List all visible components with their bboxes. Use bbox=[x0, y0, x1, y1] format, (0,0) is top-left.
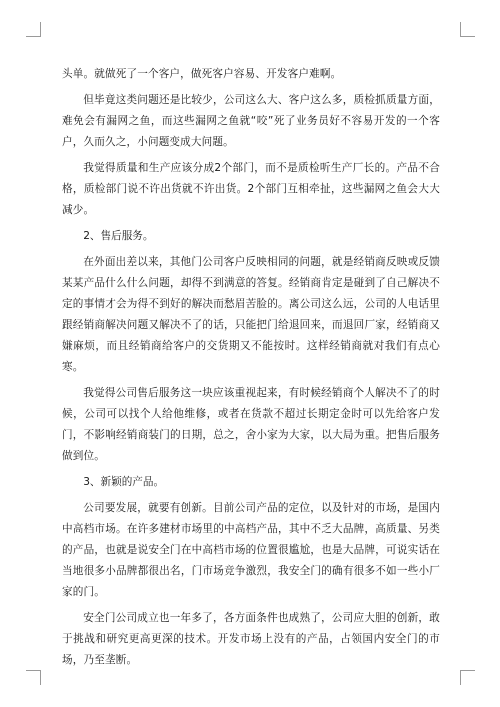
paragraph: 我觉得公司售后服务这一块应该重视起来，有时候经销商个人解决不了的时候，公司可以找个人给他维修，或者在货款不超过长期定金时可以先给客户发门，不影响经销商装门的日期，总之，舍小家为大家，以大局为重。把售后服务做到位。 bbox=[62, 387, 440, 462]
crop-mark-top-right bbox=[460, 22, 475, 37]
paragraph: 在外面出差以来，其他门公司客户反映相同的问题，就是经销商反映或反馈某某产品什么什么问题，却得不到满意的答复。经销商肯定是碰到了自己解决不定的事情才会为得不到好的解决而愁眉苦脸的。离公司这么远，公司的人电话里跟经销商解决问题又解决不了的话，只能把门给退回来，而退回厂家，经销商又嫌麻烦，而且经销商给客户的交货期又不能按时。这样经销商就对我们有点心寒。 bbox=[62, 256, 440, 373]
paragraph: 但毕竟这类问题还是比较少，公司这么大、客户这么多，质检抓质量方面，难免会有漏网之鱼，而这些漏网之鱼就“咬”死了业务员好不容易开发的一个客户，久而久之，小问题变成大问题。 bbox=[62, 94, 440, 148]
paragraph: 安全门公司成立也一年多了，各方面条件也成熟了，公司应大胆的创新，敢于挑战和研究更高更深的技术。开发市场上没有的产品，占领国内安全门的市场，乃至垄断。 bbox=[62, 612, 440, 666]
paragraph: 头单。就做死了一个客户，做死客户容易、开发客户难啊。 bbox=[62, 68, 342, 80]
crop-mark-bottom-right bbox=[460, 670, 475, 685]
section-heading: 2、售后服务。 bbox=[83, 230, 154, 242]
crop-mark-bottom-left bbox=[26, 670, 41, 685]
paragraph: 我觉得质量和生产应该分成2个部门，而不是质检听生产厂长的。产品不合格，质检部门说不许出货就不许出货。2个部门互相牵扯，这些漏网之鱼会大大减少。 bbox=[62, 162, 440, 216]
crop-mark-top-left bbox=[26, 22, 41, 37]
paragraph: 公司要发展，就要有创新。目前公司产品的定位，以及针对的市场，是国内中高档市场。在许多建材市场里的中高档产品，其中不乏大品牌，高质量、另类的产品，也就是说安全门在中高档市场的位置很尴尬，也是大品牌，可说实话在当地很多小品牌都很出名，门市场竞争激烈，我安全门的确有很多不如一些小厂家的门。 bbox=[62, 502, 440, 598]
section-heading: 3、新颖的产品。 bbox=[83, 476, 165, 488]
document-body bbox=[62, 64, 440, 676]
